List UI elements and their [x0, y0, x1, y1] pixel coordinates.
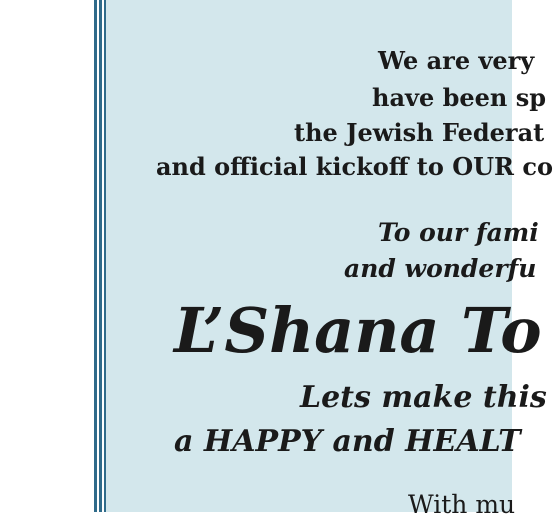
body-text-line: have been sp: [372, 83, 546, 112]
wish-line: a HAPPY and HEALT: [174, 424, 521, 459]
body-text-line: and official kickoff to OUR co: [156, 152, 553, 181]
headline-title: L’Shana To: [174, 294, 542, 367]
wish-line: Lets make this: [300, 380, 547, 415]
invitation-panel: [106, 0, 553, 519]
greeting-line: and wonderfu: [344, 254, 537, 283]
body-text-line: the Jewish Federat: [294, 118, 545, 147]
body-text-line: We are very: [378, 46, 535, 75]
greeting-line: To our fami: [378, 218, 539, 247]
closing-line: With mu: [408, 490, 516, 519]
